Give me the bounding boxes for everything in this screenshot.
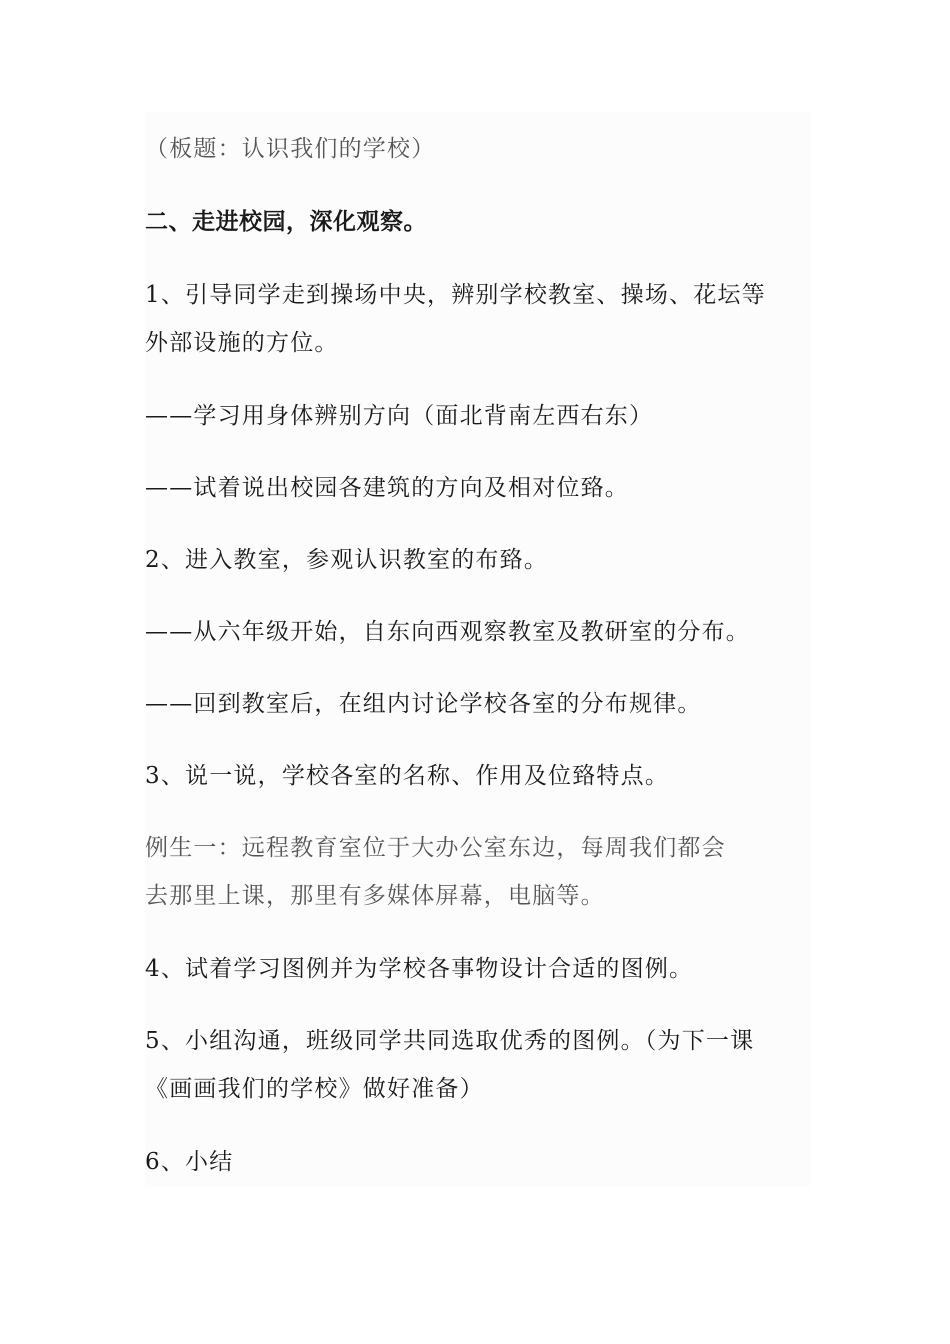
item-2-sub-1: ——从六年级开始，自东向西观察教室及教研室的分布。 (145, 619, 750, 645)
item-3: 3、说一说，学校各室的名称、作用及位臵特点。 (145, 763, 670, 789)
section-heading: 二、走进校园，深化观察。 (145, 209, 427, 235)
board-title: （板题：认识我们的学校） (145, 136, 436, 162)
example-line-2: 去那里上课，那里有多媒体屏幕，电脑等。 (145, 883, 605, 909)
example-line-1: 例生一：远程教育室位于大办公室东边，每周我们都会 (145, 835, 726, 861)
item-4: 4、试着学习图例并为学校各事物设计合适的图例。 (145, 956, 694, 982)
item-2-sub-2: ——回到教室后，在组内讨论学校各室的分布规律。 (145, 691, 702, 717)
item-5-line-2: 《画画我们的学校》做好准备） (145, 1076, 484, 1102)
item-6: 6、小结 (145, 1149, 234, 1175)
item-5-line-1: 5、小组沟通，班级同学共同选取优秀的图例。（为下一课 (145, 1028, 755, 1054)
item-1-sub-2: ——试着说出校园各建筑的方向及相对位臵。 (145, 475, 629, 501)
item-1-line-2: 外部设施的方位。 (145, 330, 339, 356)
item-1-line-1: 1、引导同学走到操场中央，辨别学校教室、操场、花坛等 (145, 282, 766, 308)
item-2: 2、进入教室，参观认识教室的布臵。 (145, 547, 549, 573)
item-1-sub-1: ——学习用身体辨别方向（面北背南左西右东） (145, 403, 654, 429)
